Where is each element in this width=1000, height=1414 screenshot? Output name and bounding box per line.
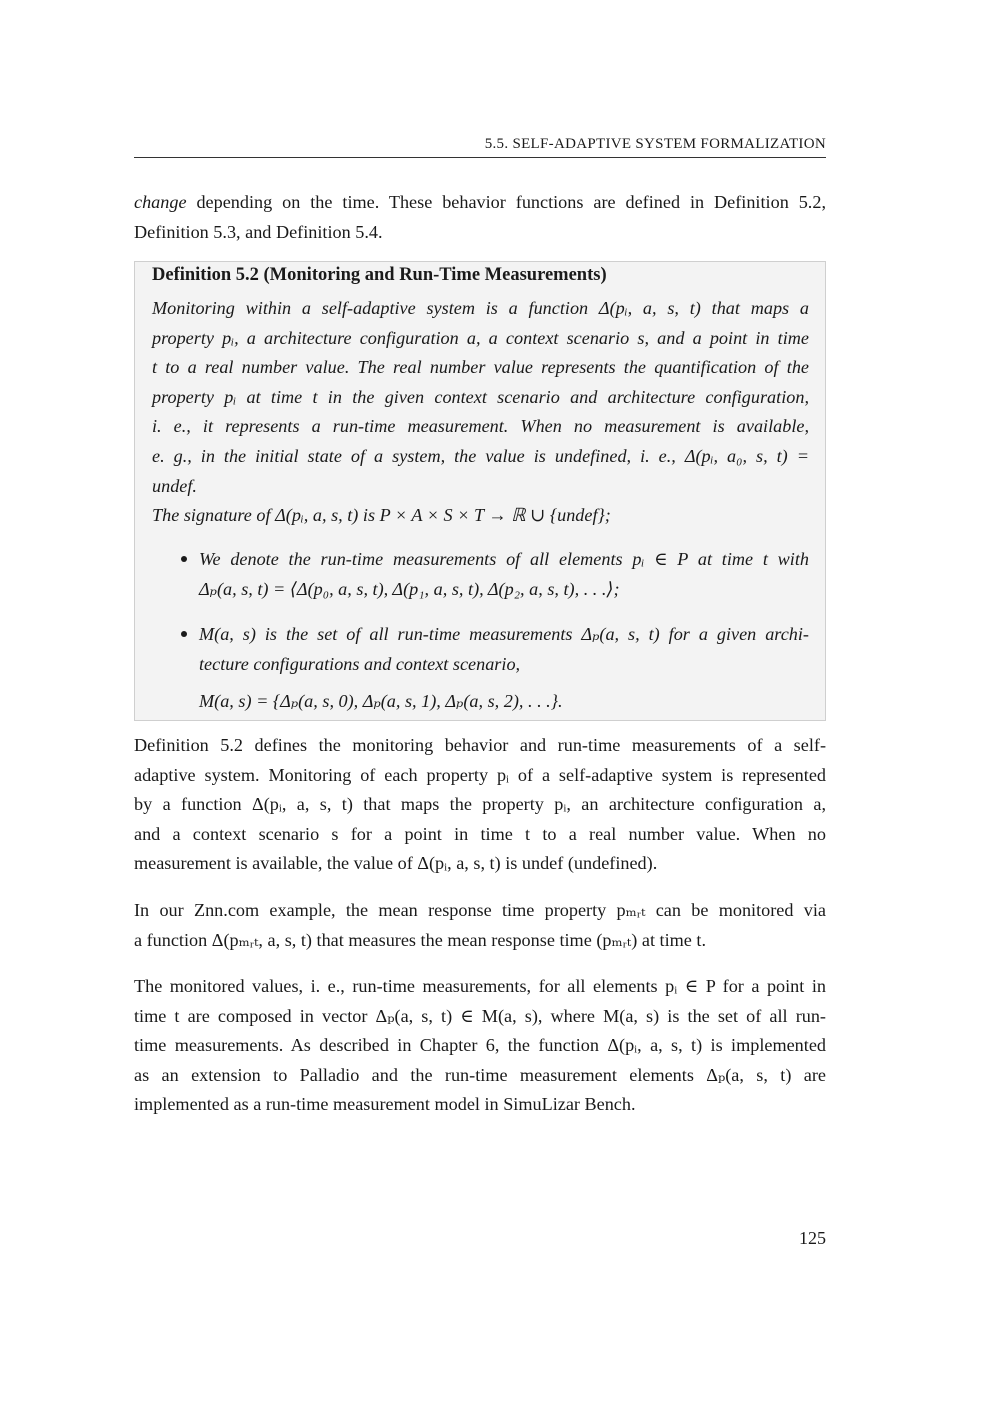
p1-line: by a function Δ(pᵢ, a, s, t) that maps the property pᵢ, an architecture configuration a,	[134, 794, 826, 815]
p1-line: Definition 5.2 defines the monitoring behavior and run-time measurements of a self-	[134, 735, 826, 755]
definition-body	[152, 294, 809, 531]
p3-line: time t are composed in vector Δₚ(a, s, t) ∈ M(a, s), where M(a, s) is the set of all run-	[134, 1005, 826, 1026]
def-line: t to a real number value. The real number value represents the quantification of the	[152, 357, 809, 378]
running-header: 5.5. SELF-ADAPTIVE SYSTEM FORMALIZATION	[134, 136, 826, 158]
page-number: 125	[799, 1228, 826, 1248]
bullet-2	[199, 620, 809, 717]
p2-line: In our Znn.com example, the mean response time property pₘᵣₜ can be monitored via	[134, 900, 826, 920]
def-line: Monitoring within a self-adaptive system is a function Δ(pᵢ, a, s, t) that maps a	[152, 298, 809, 318]
p3-line: The monitored values, i. e., run-time measurements, for all elements pᵢ ∈ P for a point in	[134, 976, 826, 996]
definition-title: Definition 5.2 (Monitoring and Run-Time Measurements)	[152, 265, 607, 285]
bullet-1	[199, 545, 809, 604]
p1-line: adaptive system. Monitoring of each property pᵢ of a self-adaptive system is represented	[134, 764, 826, 785]
def-line: property pᵢ, a architecture configuration a, a context scenario s, and a point in time	[152, 327, 809, 348]
intro-paragraph	[134, 188, 826, 247]
intro-line-2: Definition 5.3, and Definition 5.4.	[134, 221, 383, 242]
p3-line: implemented as a run-time measurement model in SimuLizar Bench.	[134, 1094, 636, 1115]
p3-line: time measurements. As described in Chapter 6, the function Δ(pᵢ, a, s, t) is implemented	[134, 1035, 826, 1056]
paragraph-2	[134, 896, 826, 955]
bullet-2-formula: M(a, s) = {Δₚ(a, s, 0), Δₚ(a, s, 1), Δₚ(a, s, 2), . . .}.	[199, 691, 563, 712]
intro-line-1	[134, 188, 826, 218]
definition-signature: The signature of Δ(pᵢ, a, s, t) is P × A × S × T → ℝ ∪ {undef};	[152, 505, 611, 526]
def-line: property pᵢ at time t in the given context scenario and architecture configuration,	[152, 386, 809, 407]
p1-line: measurement is available, the value of Δ(pᵢ, a, s, t) is undef (undefined).	[134, 853, 658, 874]
p3-line: as an extension to Palladio and the run-time measurement elements Δₚ(a, s, t) are	[134, 1064, 826, 1085]
paragraph-3	[134, 972, 826, 1120]
bullet-1-formula: Δₚ(a, s, t) = ⟨Δ(p₀, a, s, t), Δ(p₁, a, s, t), Δ(p₂, a, s, t), . . .⟩;	[199, 578, 620, 599]
def-line: undef.	[152, 475, 197, 496]
bullet-1-line: We denote the run-time measurements of all elements pᵢ ∈ P at time t with	[199, 549, 809, 569]
paragraph-1	[134, 731, 826, 879]
intro-line-1-rest: depending on the time. These behavior functions are defined in Definition 5.2,	[186, 192, 826, 212]
bullet-2-line: M(a, s) is the set of all run-time measurements Δₚ(a, s, t) for a given archi-	[199, 624, 809, 644]
bullet-2-line: tecture configurations and context scenario,	[199, 653, 521, 674]
p1-line: and a context scenario s for a point in time t to a real number value. When no	[134, 823, 826, 844]
def-line: i. e., it represents a run-time measurement. When no measurement is available,	[152, 416, 809, 437]
def-line: e. g., in the initial state of a system, the value is undefined, i. e., Δ(pᵢ, a₀, s, t) =	[152, 445, 809, 466]
p2-line: a function Δ(pₘᵣₜ, a, s, t) that measures the mean response time (pₘᵣₜ) at time t.	[134, 929, 707, 950]
intro-emphasis: change	[134, 192, 187, 212]
bullet-1-dot	[181, 556, 187, 562]
bullet-2-dot	[181, 631, 187, 637]
